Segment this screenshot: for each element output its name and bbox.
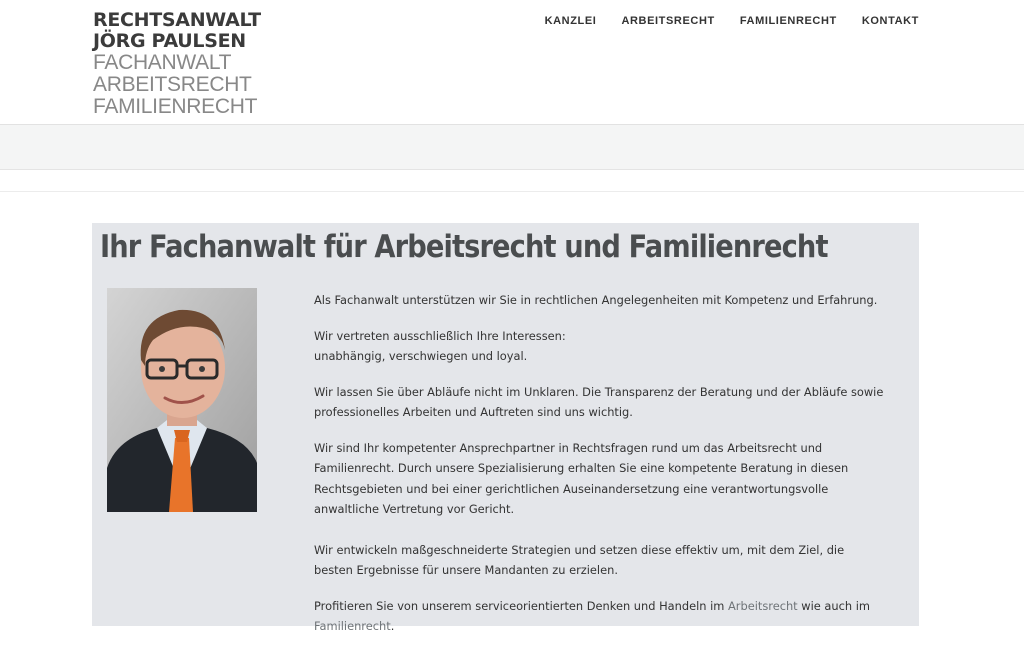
paragraph-6-text-middle: wie auch im	[797, 598, 870, 613]
intro-paragraph-4: Wir sind Ihr kompetenter Ansprechpartner in Rechtsfragen rund um das Arbeitsrecht und Familienrecht. Durch unsere Spezialisierung erhalten Sie eine kompetente Beratung in diesen Rechtsgebieten und bei einer gerichtlichen Auseinandersetzung eine verantwortungsvolle anwaltliche Vertretung vor Gericht.	[314, 440, 849, 516]
logo-line-name: JÖRG PAULSEN	[93, 30, 246, 52]
intro-paragraph-2	[314, 326, 884, 367]
intro-paragraph-6	[314, 596, 884, 637]
site-logo[interactable]	[93, 10, 293, 118]
intro-paragraph-2-line-2: unabhängig, verschwiegen und loyal.	[314, 349, 528, 363]
logo-line-familienrecht: FAMILIENRECHT	[93, 95, 258, 118]
nav-item-arbeitsrecht[interactable]: ARBEITSRECHT	[621, 15, 715, 27]
paragraph-6-text-after: .	[390, 619, 395, 633]
intro-section	[92, 223, 919, 633]
paragraph-6-text-before: Profitieren Sie von unserem serviceorientierten Denken und Handeln im	[314, 598, 728, 613]
lawyer-portrait	[107, 288, 257, 512]
intro-paragraph-2-line-1: Wir vertreten ausschließlich Ihre Interessen:	[314, 328, 566, 343]
nav-item-familienrecht[interactable]: FAMILIENRECHT	[739, 15, 837, 27]
link-familienrecht[interactable]: Familienrecht	[314, 619, 391, 633]
main-navigation	[545, 15, 919, 27]
logo-line-rechtsanwalt: RECHTSANWALT	[93, 9, 261, 31]
nav-item-kontakt[interactable]: KONTAKT	[861, 15, 919, 27]
nav-item-kanzlei[interactable]: KANZLEI	[544, 15, 597, 27]
page-title-band	[0, 125, 1024, 170]
intro-paragraph-1: Als Fachanwalt unterstützen wir Sie in rechtlichen Angelegenheiten mit Kompetenz und Erfahrung.	[314, 293, 878, 307]
link-arbeitsrecht[interactable]: Arbeitsrecht	[727, 598, 798, 613]
intro-paragraph-5: Wir entwickeln maßgeschneiderte Strategien und setzen diese effektiv um, mit dem Ziel, die besten Ergebnisse für unsere Mandanten zu erzielen.	[314, 542, 845, 577]
intro-text	[314, 290, 884, 652]
site-header	[0, 0, 1024, 125]
page-title: Ihr Fachanwalt für Arbeitsrecht und Familienrecht	[100, 229, 828, 265]
portrait-image	[107, 288, 257, 512]
divider	[0, 191, 1024, 192]
intro-paragraph-3: Wir lassen Sie über Abläufe nicht im Unklaren. Die Transparenz der Beratung und der Abläufe sowie professionelles Arbeiten und Auftreten sind uns wichtig.	[314, 384, 884, 419]
logo-line-arbeitsrecht: ARBEITSRECHT	[93, 73, 252, 96]
logo-line-fachanwalt: FACHANWALT	[93, 51, 232, 74]
